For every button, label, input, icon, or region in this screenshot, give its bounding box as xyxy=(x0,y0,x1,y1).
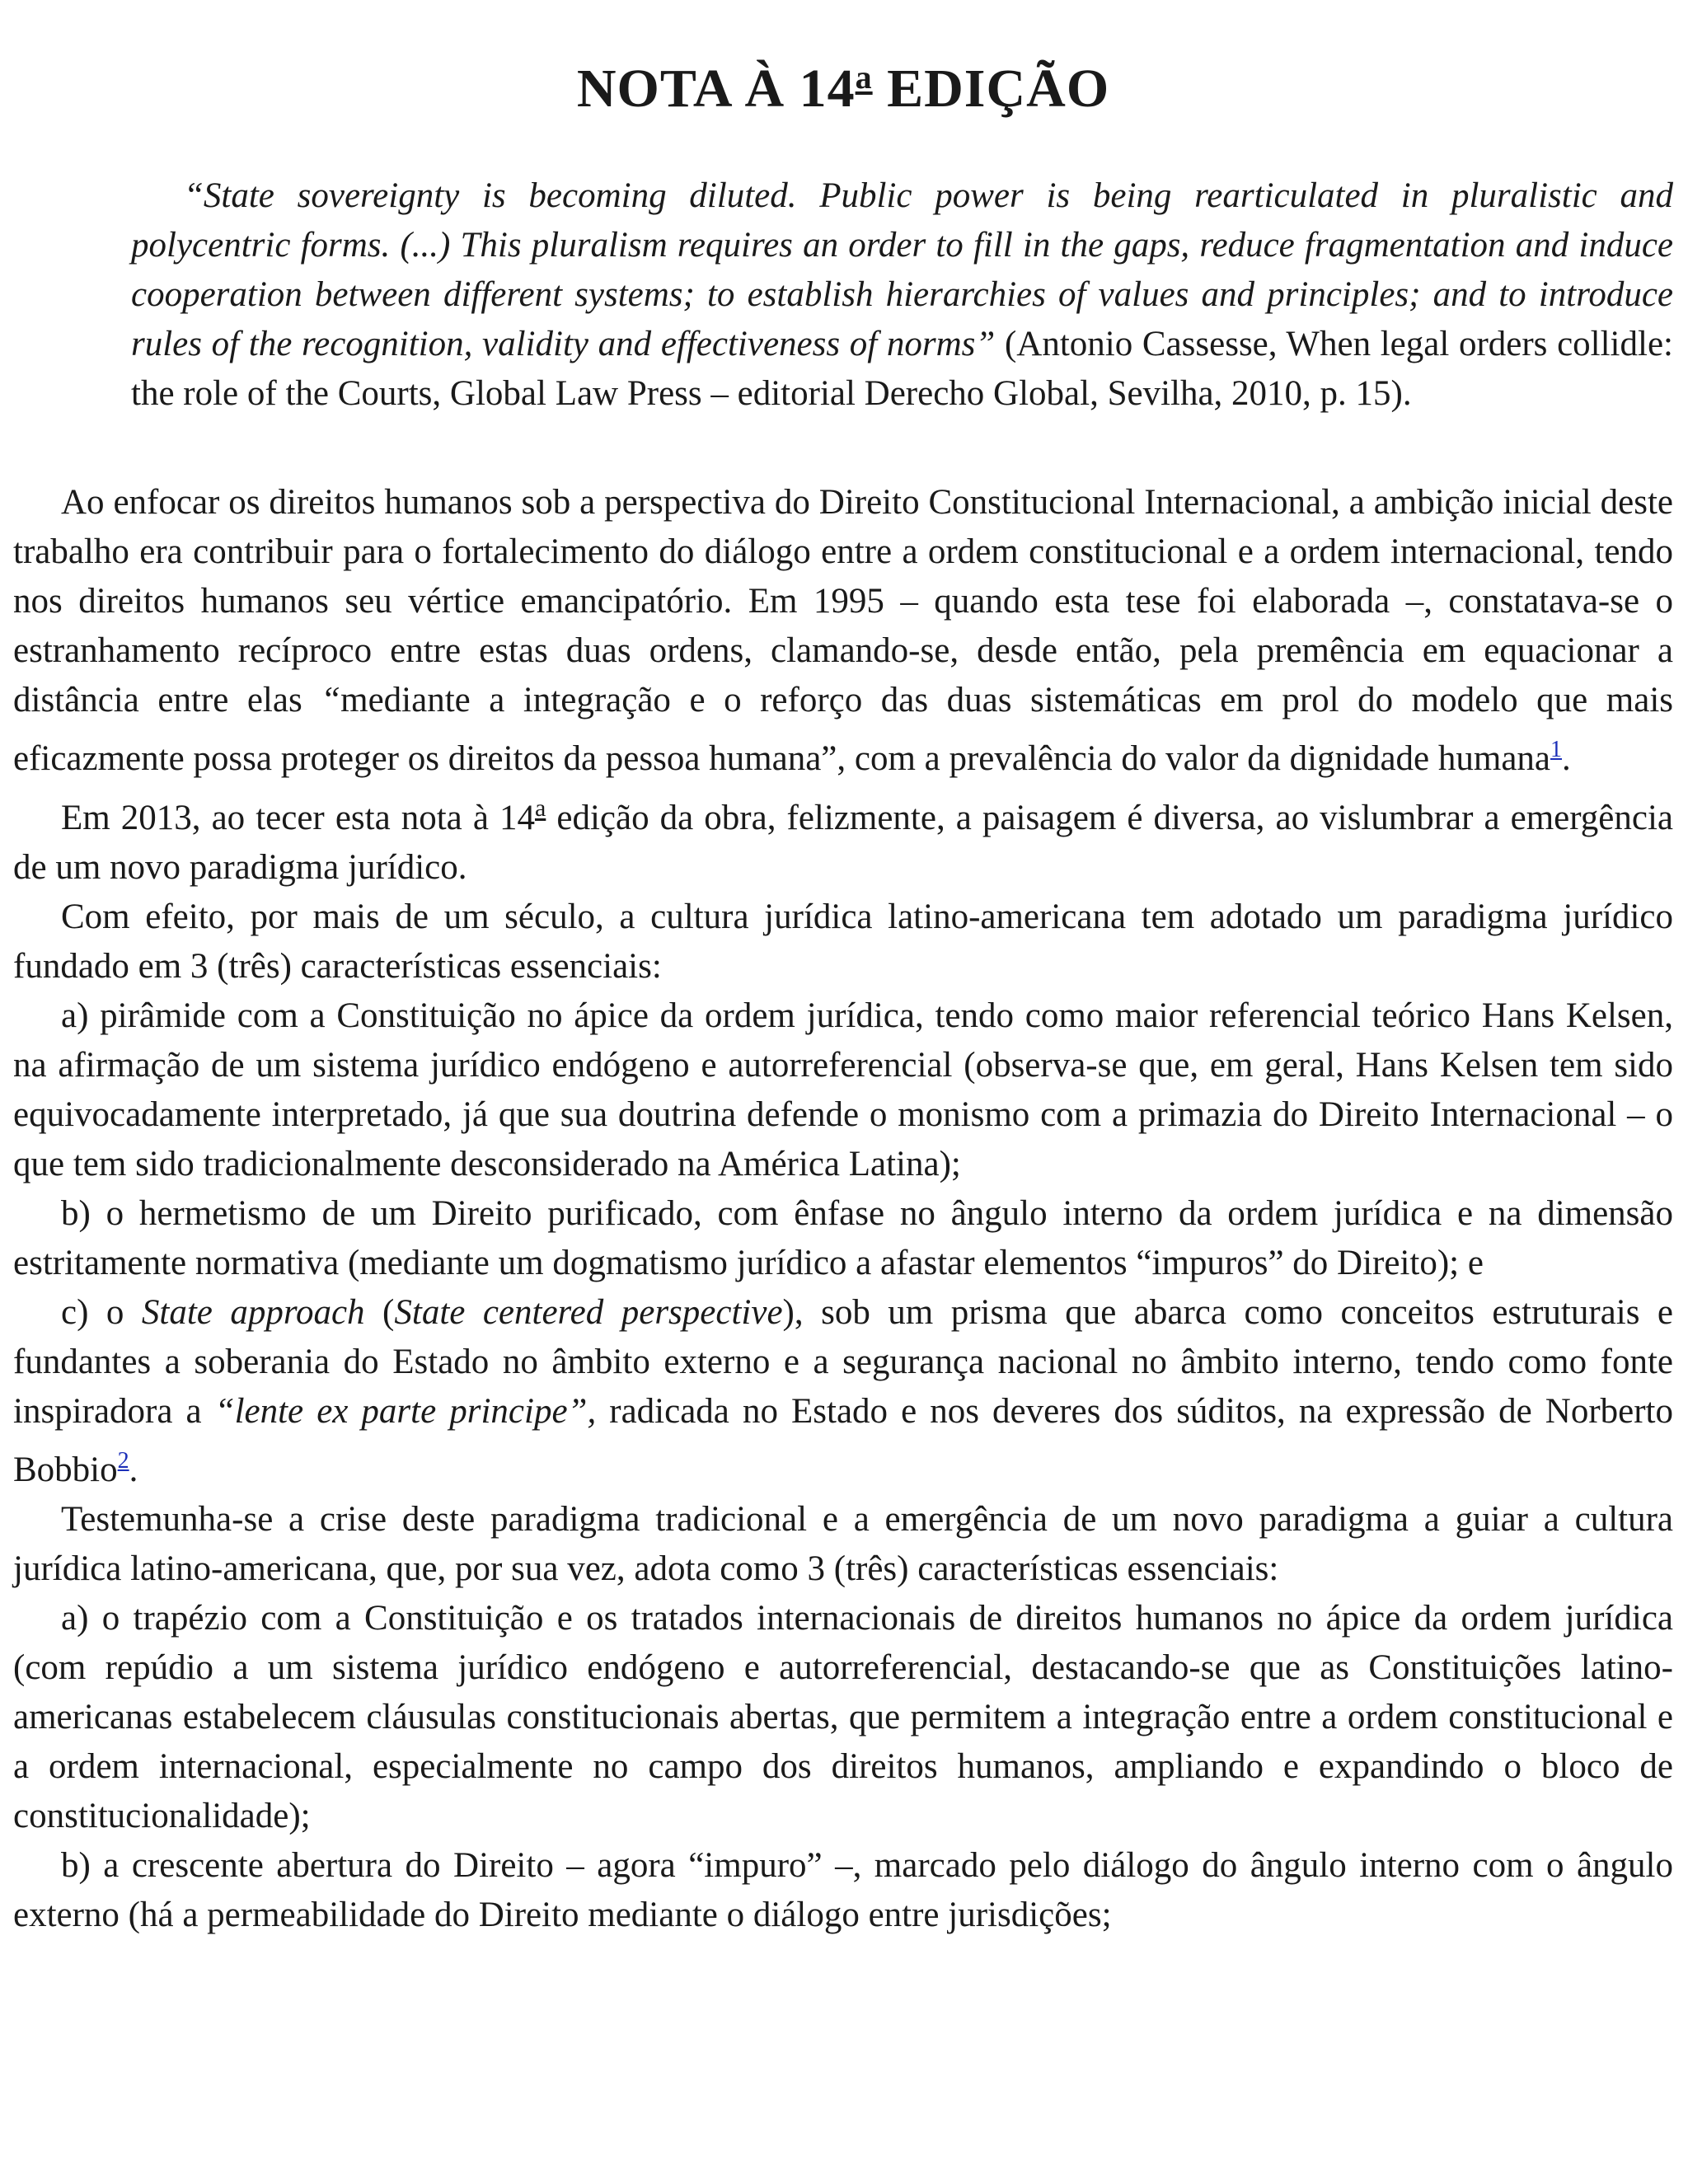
list-item-new-a: a) o trapézio com a Constituição e os tratados internacionais de direitos humanos no ápice da ordem jurídica (com repúdio a um sistema jurídico endógeno e autorreferencial, destacando-se que as Constituições latino-americanas estabelecem cláusulas constitucionais abertas, que permitem a integração entre a ordem constitucional e a ordem internacional, especialmente no campo dos direitos humanos, ampliando e expandindo o bloco de constitucionalidade); xyxy=(13,1598,1673,1835)
title-prefix: NOTA À 14 xyxy=(576,59,856,119)
document-page xyxy=(13,0,1673,1940)
list-item-old-c-italic-2: State centered perspective xyxy=(394,1292,783,1332)
paragraph-1-text-b: mediante a integração e o reforço das duas sistemáticas em prol do modelo que mais eficazmente possa proteger os direitos da pessoa humana”, com a prevalência do valor da dignidade humana xyxy=(13,680,1673,778)
footnote-link-1[interactable]: 1 xyxy=(1550,736,1562,762)
epigraph xyxy=(131,171,1673,419)
page-title xyxy=(13,0,1673,120)
title-suffix: EDIÇÃO xyxy=(872,59,1110,119)
paragraph-2-text-b: edição da obra, felizmente, a paisagem é diversa, ao vislumbrar a emergência de um novo paradigma jurídico. xyxy=(13,798,1674,887)
body-text xyxy=(13,478,1673,1940)
list-item-new-b: b) a crescente abertura do Direito – agora “impuro” –, marcado pelo diálogo do ângulo interno com o ângulo externo (há a permeabilidade do Direito mediante o diálogo entre jurisdições; xyxy=(13,1845,1673,1934)
epigraph-citation: (Antonio Cassesse, When legal orders collidle: the role of the Courts, Global Law Press – editorial Derecho Global, Sevilha, 2010, p. 15). xyxy=(131,324,1673,413)
paragraph-2-ordinal: a xyxy=(534,794,546,822)
epigraph-paragraph xyxy=(131,171,1673,419)
paragraph-3: Com efeito, por mais de um século, a cultura jurídica latino-americana tem adotado um paradigma jurídico fundado em 3 (três) características essenciais: xyxy=(13,897,1673,986)
list-item-old-c-text-4: radicada no Estado e nos deveres dos súditos, na expressão de Norberto Bobbio xyxy=(13,1391,1673,1489)
title-ordinal: a xyxy=(855,59,873,96)
paragraph-1-end: . xyxy=(1562,738,1571,778)
list-item-old-c-text-3: ), sob um prisma que abarca como conceitos estruturais e fundantes a soberania do Estado no âmbito externo e a segurança nacional no âmbito interno, tendo como fonte inspiradora a xyxy=(13,1292,1674,1431)
list-item-old-c-text-1: c) o xyxy=(61,1292,142,1332)
list-item-old-c-italic-1: State approach xyxy=(141,1292,365,1332)
list-item-old-c-end: . xyxy=(129,1450,138,1489)
list-item-old-b: b) o hermetismo de um Direito purificado, com ênfase no ângulo interno da ordem jurídica e na dimensão estritamente normativa (mediante um dogmatismo jurídico a afastar elementos “impuros” do Direito); e xyxy=(13,1193,1673,1282)
epigraph-quote: “State sovereignty is becoming diluted. Public power is being rearticulated in pluralistic and polycentric forms. (...) This pluralism requires an order to fill in the gaps, reduce fragmentation and induce cooperation between different systems; to establish hierarchies of values and principles; and to introduce rules of the recognition, validity and effectiveness of norms” xyxy=(131,176,1673,363)
paragraph-1-text-a: Ao enfocar os direitos humanos sob a perspectiva do Direito Constitucional Internacional, a ambição inicial deste trabalho era contribuir para o fortalecimento do diálogo entre a ordem constitucional e a ordem internacional, tendo nos direitos humanos seu vértice emancipatório. Em 1995 – quando esta tese foi elaborada –, constatava-se o estranhamento recíproco entre estas duas ordens, clamando-se, desde então, pela premência em equacionar a distância entre elas xyxy=(13,482,1673,719)
footnote-link-2[interactable]: 2 xyxy=(117,1447,129,1474)
list-item-old-c xyxy=(13,1288,1673,1495)
paragraph-1 xyxy=(13,478,1673,784)
paragraph-1-open-quote: “ xyxy=(321,680,341,719)
paragraph-2 xyxy=(13,784,1673,893)
list-item-old-a: a) pirâmide com a Constituição no ápice da ordem jurídica, tendo como maior referencial teórico Hans Kelsen, na afirmação de um sistema jurídico endógeno e autorreferencial (observa-se que, em geral, Hans Kelsen tem sido equivocadamente interpretado, já que sua doutrina defende o monismo com a primazia do Direito Internacional – o que tem sido tradicionalmente desconsiderado na América Latina); xyxy=(13,996,1673,1183)
paragraph-7: Testemunha-se a crise deste paradigma tradicional e a emergência de um novo paradigma a guiar a cultura jurídica latino-americana, que, por sua vez, adota como 3 (três) características essenciais: xyxy=(13,1499,1673,1588)
list-item-old-c-text-2: ( xyxy=(364,1292,395,1332)
list-item-old-c-italic-3: “lente ex parte principe”, xyxy=(214,1391,597,1431)
paragraph-2-text-a: Em 2013, ao tecer esta nota à 14 xyxy=(61,798,535,837)
